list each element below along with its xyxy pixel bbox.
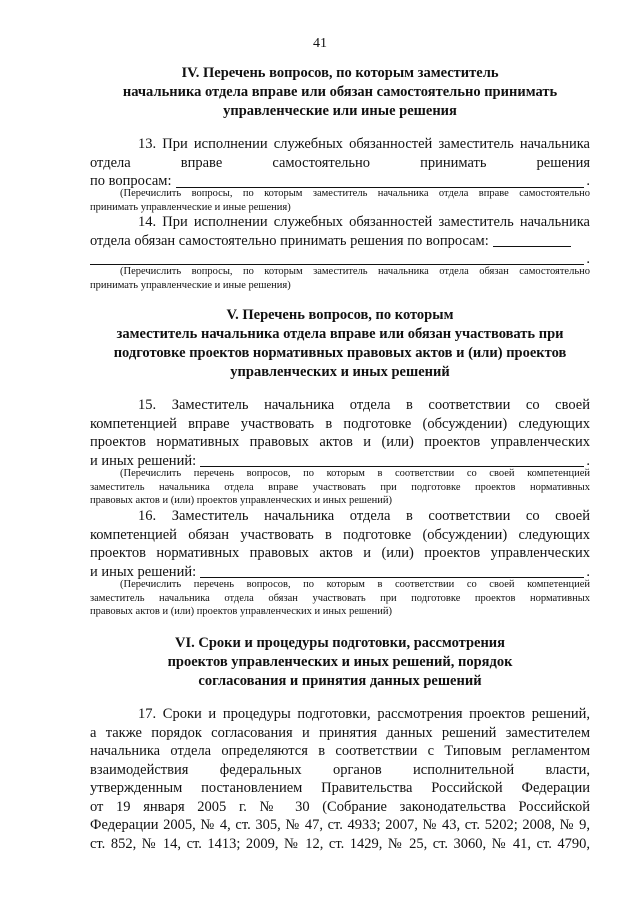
note-line: (Перечислить вопросы, по которым заместитель начальника отдела обязан самостоятельно <box>120 266 590 277</box>
heading-line: начальника отдела вправе или обязан самостоятельно принимать <box>122 84 558 100</box>
paragraph-line: утвержденным постановлением Правительства Российской Федерации <box>90 780 590 796</box>
paragraph-line: взаимодействия федеральных органов исполнительной власти, <box>90 761 590 778</box>
paragraph-line: компетенцией обязан участвовать в подготовке (обсуждении) следующих <box>90 526 590 543</box>
word: принимать <box>420 154 487 171</box>
paragraph-line: ст. 852, № 14, ст. 1413; 2009, № 12, ст. 1429, № 25, ст. 3060, № 41, ст. 4790, <box>90 835 590 852</box>
paragraph-line: от 19 января 2005 г. № 30 (Собрание законодательства Российской <box>90 798 590 815</box>
heading-line: управленческих и иных решений <box>230 364 450 380</box>
section-4-heading <box>90 64 590 121</box>
note-14 <box>90 265 590 292</box>
note-line: правовых актов и (или) проектов управленческих и иных решений) <box>90 606 392 617</box>
blank-line[interactable] <box>200 453 584 467</box>
note-line: правовых актов и (или) проектов управленческих и иных решений) <box>90 495 392 506</box>
blank-line[interactable] <box>493 233 571 247</box>
heading-line: IV. Перечень вопросов, по которым заместитель <box>181 65 499 81</box>
field-label: отдела обязан самостоятельно принимать решения по вопросам: <box>90 232 489 249</box>
item-13 <box>90 135 590 191</box>
item-17 <box>90 705 590 853</box>
paragraph-line: а также порядок согласования и принятия данных решений заместителем <box>90 724 590 741</box>
item-14 <box>90 213 590 268</box>
end-mark: . <box>586 250 590 267</box>
heading-line: V. Перечень вопросов, по которым <box>226 307 454 323</box>
word: вправе <box>180 154 223 171</box>
word: решения <box>536 154 590 171</box>
paragraph-line: проектов нормативных правовых актов и (или) проектов управленческих <box>90 434 590 450</box>
paragraph-line <box>90 154 590 173</box>
note-16 <box>90 578 590 619</box>
field-label: и иных решений: <box>90 563 197 580</box>
note-line: принимать управленческие и иные решения) <box>90 279 291 291</box>
word: самостоятельно <box>272 154 371 171</box>
heading-line: VI. Сроки и процедуры подготовки, рассмотрения <box>174 635 506 651</box>
paragraph-line: 15. Заместитель начальника отдела в соответствии со своей <box>138 397 590 413</box>
fill-in-line <box>90 232 590 251</box>
paragraph-line: 16. Заместитель начальника отдела в соответствии со своей <box>138 508 590 524</box>
heading-line: проектов управленческих и иных решений, порядок <box>167 654 513 670</box>
blank-line[interactable] <box>176 174 585 188</box>
heading-line: управленческие или иные решения <box>223 103 457 119</box>
note-13 <box>90 187 590 214</box>
heading-line: заместитель начальника отдела вправе или обязан участвовать при <box>116 326 564 342</box>
word: отдела <box>90 154 131 171</box>
item-15 <box>90 396 590 470</box>
note-15 <box>90 467 590 508</box>
paragraph-line: проектов нормативных правовых актов и (или) проектов управленческих <box>90 545 590 561</box>
paragraph-line: Федерации 2005, № 4, ст. 305, № 47, ст. 4933; 2007, № 43, ст. 5202; 2008, № 9, <box>90 817 590 833</box>
blank-line[interactable] <box>90 251 584 265</box>
field-label: и иных решений: <box>90 452 197 469</box>
paragraph-line: компетенцией вправе участвовать в подготовке (обсуждении) следующих <box>90 415 590 432</box>
note-line: принимать управленческие и иные решения) <box>90 201 291 213</box>
end-mark: . <box>586 563 590 580</box>
heading-line: подготовке проектов нормативных правовых актов и (или) проектов <box>113 345 567 361</box>
paragraph-line: 17. Сроки и процедуры подготовки, рассмотрения проектов решений, <box>138 706 590 722</box>
section-6-heading <box>90 634 590 691</box>
field-label: по вопросам: <box>90 173 172 189</box>
note-line: (Перечислить перечень вопросов, по которым в соответствии со своей компетенцией <box>120 579 590 590</box>
note-line: (Перечислить вопросы, по которым заместитель начальника отдела вправе самостоятельно <box>120 188 590 199</box>
end-mark: . <box>586 173 590 189</box>
heading-line: согласования и принятия данных решений <box>198 673 482 689</box>
section-5-heading <box>90 306 590 382</box>
note-line: (Перечислить перечень вопросов, по которым в соответствии со своей компетенцией <box>120 468 590 479</box>
paragraph-line: 14. При исполнении служебных обязанностей заместитель начальника <box>138 214 590 230</box>
page-number: 41 <box>313 36 327 51</box>
note-line: заместитель начальника отдела обязан участвовать при подготовке проектов нормативных <box>90 592 590 604</box>
paragraph-line: начальника отдела определяются в соответствии с Типовым регламентом <box>90 743 590 759</box>
note-line: заместитель начальника отдела вправе участвовать при подготовке проектов нормативных <box>90 481 590 493</box>
paragraph-line: 13. При исполнении служебных обязанностей заместитель начальника <box>138 136 590 152</box>
end-mark: . <box>586 452 590 469</box>
blank-line[interactable] <box>200 564 584 578</box>
item-16 <box>90 507 590 581</box>
